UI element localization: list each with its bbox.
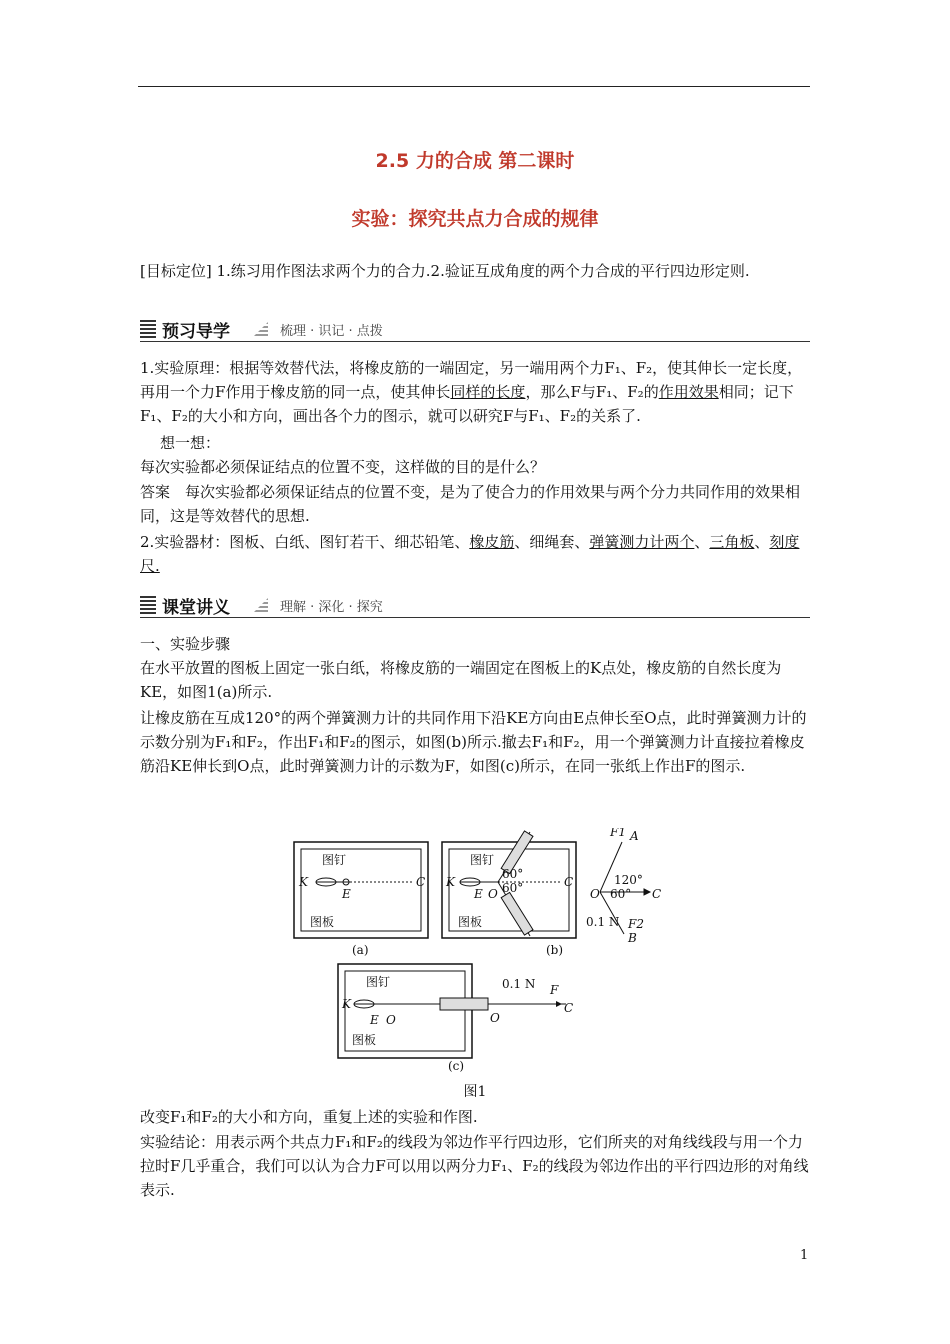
principle-paragraph — [140, 356, 812, 428]
angle-60-diagram: 60° — [610, 887, 632, 901]
principle-blank-1: 同样的长度 — [450, 383, 526, 401]
board-label-b: 图板 — [458, 915, 483, 929]
step1-text: 在水平放置的图板上固定一张白纸，将橡皮筋的一端固定在图板上的K点处，橡皮筋的自然长度为KE，如图1(a)所示. — [140, 659, 782, 701]
repeat-text: 改变F₁和F₂的大小和方向，重复上述的实验和作图. — [140, 1108, 478, 1126]
question-text: 每次实验都必须保证结点的位置不变，这样做的目的是什么？ — [140, 458, 546, 476]
label-C-b: C — [564, 875, 574, 889]
label-E-c: E — [370, 1013, 379, 1027]
caption-b: (b) — [546, 943, 564, 957]
main-title: 2.5 力的合成 第二课时 — [375, 150, 575, 172]
stripe-icon — [140, 596, 156, 614]
scale-label-b: 0.1 N — [586, 915, 620, 929]
force-diagram — [586, 828, 661, 945]
label-F-c: F — [550, 983, 559, 997]
goal-text: [目标定位] 1.练习用作图法求两个力的合力.2.验证互成角度的两个力合成的平行四边形定则. — [140, 262, 750, 280]
label-O-b: O — [488, 887, 498, 901]
scale-label-c: 0.1 N — [502, 977, 536, 991]
pin-label-c: 图钉 — [366, 975, 391, 989]
equipment-blank-2: 弹簧测力计两个 — [589, 533, 695, 551]
section-subtitle: 理解 · 深化 · 探究 — [280, 600, 383, 615]
pin-label-a: 图钉 — [322, 853, 347, 867]
principle-text-2: ，那么F与F₁、F₂的 — [525, 383, 659, 401]
label-F2: F2 — [628, 917, 644, 931]
page-number: 1 — [800, 1248, 809, 1263]
label-K-c: K — [342, 997, 351, 1011]
top-rule — [138, 86, 810, 87]
caption-a: (a) — [352, 943, 369, 957]
label-O-c: O — [386, 1013, 396, 1027]
equipment-text-3: 、 — [694, 533, 710, 551]
conclusion-text: 实验结论：用表示两个共点力F₁和F₂的线段为邻边作平行四边形，它们所夹的对角线线段与用一个力拉时F几乎重合，我们可以认为合力F可以用以两分力F₁、F₂的线段为邻边作出的平行四边形的对角线表示. — [140, 1133, 809, 1199]
equipment-paragraph — [140, 530, 812, 578]
label-C-diagram: C — [652, 887, 662, 901]
label-E-a: E — [342, 887, 351, 901]
section-subtitle: 梳理 · 识记 · 点拨 — [280, 324, 383, 339]
answer-text: 答案 每次实验都必须保证结点的位置不变，是为了使合力的作用效果与两个分力共同作用的效果相同，这是等效替代的思想. — [140, 483, 801, 525]
triangle-icon — [254, 598, 268, 612]
section-header-preview — [140, 318, 810, 344]
caption-c: (c) — [448, 1059, 465, 1073]
triangle-icon — [254, 322, 268, 336]
label-C-a: C — [416, 875, 426, 889]
angle-60-bottom: 60° — [502, 881, 524, 895]
figure-c — [338, 964, 573, 1073]
label-F1: F1 — [610, 828, 626, 839]
equipment-text-1: 2.实验器材：图板、白纸、图钉若干、细芯铅笔、 — [140, 533, 470, 551]
stripe-icon — [140, 320, 156, 338]
label-A: A — [630, 829, 639, 843]
equipment-blank-4: 刻度尺. — [140, 533, 800, 575]
label-O-c2: O — [490, 1011, 500, 1025]
board-label-c: 图板 — [352, 1033, 377, 1047]
section-header-lecture — [140, 594, 810, 620]
figure-caption: 图1 — [463, 1084, 487, 1100]
label-E-b: E — [474, 887, 483, 901]
equipment-blank-3: 三角板 — [709, 533, 755, 551]
principle-text-1: 1.实验原理：根据等效替代法，将橡皮筋的一端固定，另一端用两个力F₁、F₂，使其伸长一定长度，再用一个力F作用于橡皮筋的同一点，使其伸长 — [140, 359, 803, 401]
figure-b — [442, 831, 576, 957]
section-name: 课堂讲义 — [162, 598, 230, 618]
label-O-diagram: O — [590, 887, 600, 901]
section-rule — [140, 341, 810, 342]
pin-label-b: 图钉 — [470, 853, 495, 867]
sub-title: 实验：探究共点力合成的规律 — [351, 208, 599, 230]
board-label-a: 图板 — [310, 915, 335, 929]
figure-1 — [290, 828, 670, 1077]
section-rule — [140, 617, 810, 618]
step2-text: 让橡皮筋在互成120°的两个弹簧测力计的共同作用下沿KE方向由E点伸长至O点，此时弹簧测力计的示数分别为F₁和F₂，作出F₁和F₂的图示，如图(b)所示.撤去F₁和F₂，用一个弹簧测力计直接拉着橡皮筋沿KE伸长到O点，此时弹簧测力计的示数为F，如图(c)所示，在同一张纸上作出F的图示. — [140, 709, 807, 775]
equipment-text-2: 、细绳套、 — [514, 533, 590, 551]
figure-a — [294, 842, 428, 957]
steps-title: 一、实验步骤 — [140, 635, 231, 653]
label-K-a: K — [299, 875, 308, 889]
angle-60-top: 60° — [502, 867, 524, 881]
label-B: B — [628, 931, 637, 945]
label-K-b: K — [446, 875, 455, 889]
equipment-blank-1: 橡皮筋 — [469, 533, 515, 551]
principle-blank-2: 作用效果 — [658, 383, 719, 401]
principle-text-3: 相同；记下F₁、F₂的大小和方向，画出各个力的图示，就可以研究F与F₁、F₂的关系了. — [140, 383, 794, 425]
angle-120: 120° — [614, 873, 643, 887]
equipment-text-4: 、 — [754, 533, 770, 551]
label-C-c: C — [564, 1001, 574, 1015]
think-title: 想一想： — [160, 434, 221, 452]
section-name: 预习导学 — [162, 322, 230, 342]
